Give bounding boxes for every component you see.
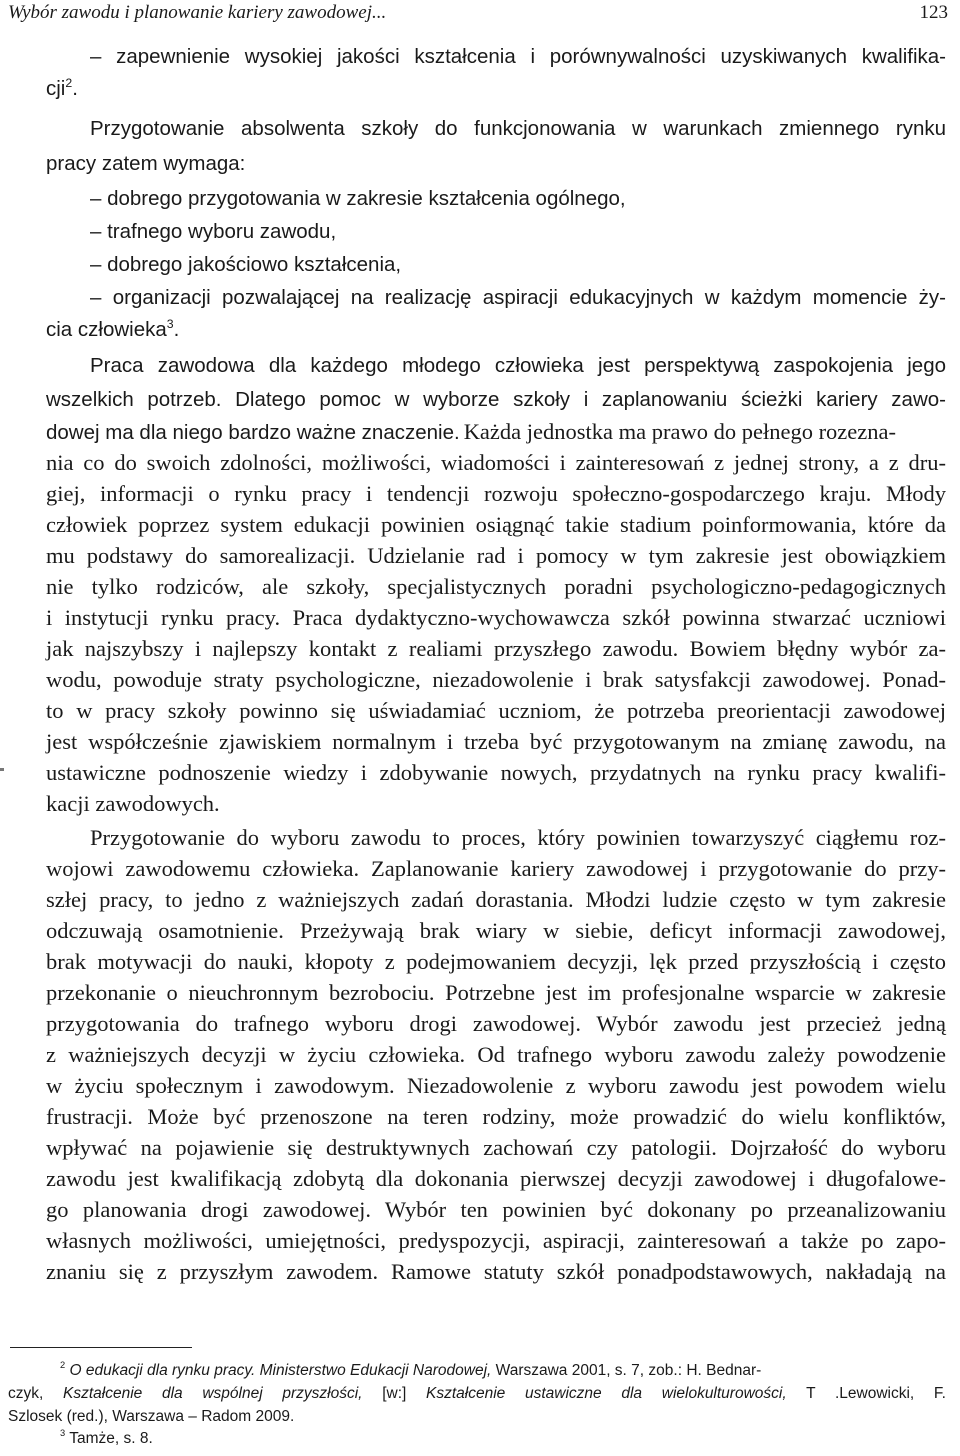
running-header — [8, 2, 948, 32]
body-line: wszelkich potrzeb. Dlatego pomoc w wyborze szkoły i zaplanowaniu ścieżki kariery zawo- — [46, 388, 946, 411]
footnote-3-text: Tamże, s. 8. — [69, 1430, 153, 1447]
page-number: 123 — [919, 2, 948, 23]
list-item: – dobrego jakościowo kształcenia, — [90, 253, 402, 276]
body-line — [46, 419, 946, 445]
body-line: brak motywacji do nauki, kłopoty z podejmowaniem decyzji, lęk przed przyszłością i często — [46, 949, 946, 974]
footnote-ref-2: 2 — [65, 75, 73, 90]
body-line: wojowi zawodowemu człowieka. Zaplanowanie kariery zawodowej i przygotowanie do przy- — [46, 856, 946, 881]
footnote-2 — [60, 1362, 946, 1380]
body-line: znaniu się z przyszłym zawodem. Ramowe statuty szkół ponadpodstawowych, nakładają na — [46, 1259, 946, 1284]
body-line: cji$^2$. — [46, 75, 78, 100]
body-line: nia co do swoich zdolności, możliwości, wiadomości i zainteresowań z jednej strony, a z dru- — [46, 450, 946, 475]
body-line: i instytucji rynku pracy. Praca dydaktyczno-wychowawcza szkół powinna stwarzać uczniowi — [46, 605, 946, 630]
footnote-2-publisher: Ministerstwo Edukacji Narodowej, — [259, 1362, 492, 1379]
body-line: własnych możliwości, umiejętności, predyspozycji, aspiracji, zainteresowań a także po zapo- — [46, 1228, 946, 1253]
list-item: – organizacji pozwalającej na realizację aspiracji edukacyjnych w każdym momencie ży- — [90, 286, 946, 309]
footnote-2-book-title: Kształcenie dla wspólnej przyszłości, — [63, 1385, 363, 1402]
body-line-sans-part: dowej ma dla niego bardzo ważne znaczenie. — [46, 421, 460, 444]
footnote-2-in: [w:] — [382, 1385, 407, 1402]
list-item: – trafnego wyboru zawodu, — [90, 220, 337, 243]
body-line: wodu, powoduje straty psychologiczne, niezadowolenie i brak satysfakcji zawodowej. Ponad- — [46, 667, 946, 692]
body-line: ustawiczne podnoszenie wiedzy i zdobywanie nowych, przydatnych na rynku pracy kwalifi- — [46, 760, 946, 785]
body-line: jest współcześnie zjawiskiem normalnym i trzeba być przygotowanym na zmianę zawodu, na — [46, 729, 946, 754]
body-line: przekonanie o nieuchronnym bezrobociu. Potrzebne jest im profesjonalne wsparcie w zakresie — [46, 980, 946, 1005]
body-line: pracy zatem wymaga: — [46, 152, 246, 175]
body-line: Praca zawodowa dla każdego młodego człowieka jest perspektywą zaspokojenia jego — [90, 354, 946, 377]
body-line: wpływać na pojawienie się destruktywnych zachowań czy patologii. Dojrzałość do wyboru — [46, 1135, 946, 1160]
footnote-separator — [10, 1347, 192, 1348]
body-line: mu podstawy do samorealizacji. Udzielanie rad i pomocy w tym zakresie jest obowiązkiem — [46, 543, 946, 568]
body-line-text: cji — [46, 77, 66, 100]
body-line: zawodu jest kwalifikacją zdobytą dla dokonania pierwszej decyzji zawodowej i długofalowe- — [46, 1166, 946, 1191]
footnote-2-mark: 2 — [60, 1360, 66, 1371]
footnote-2-line-3: Szlosek (red.), Warszawa – Radom 2009. — [8, 1408, 295, 1425]
footnote-2-volume-title: Kształcenie ustawiczne dla wielokulturowości, — [426, 1385, 787, 1402]
body-line: kacji zawodowych. — [46, 791, 220, 816]
footnote-2-editors: T .Lewowicki, F. — [806, 1385, 946, 1402]
body-line-text: cia człowieka — [46, 318, 167, 341]
body-line: frustracji. Może być przenoszone na teren rodziny, może prowadzić do wielu konfliktów, — [46, 1104, 946, 1129]
margin-mark — [0, 768, 4, 771]
footnote-ref-3: 3 — [166, 316, 174, 331]
footnote-2-title: O edukacji dla rynku pracy. — [69, 1362, 256, 1379]
body-line: odczuwają osamotnienie. Przeżywają brak wiary w siebie, deficyt informacji zawodowej, — [46, 918, 946, 943]
body-line: szłej pracy, to jedno z ważniejszych zadań dorastania. Młodzi ludzie często w tym zakresie — [46, 887, 946, 912]
body-line: go planowania drogi zawodowej. Wybór ten powinien być dokonany po przeanalizowaniu — [46, 1197, 946, 1222]
footnote-2-author: czyk, — [8, 1385, 44, 1402]
body-line: z ważniejszych decyzji w życiu człowieka. Od trafnego wyboru zawodu zależy powodzenie — [46, 1042, 946, 1067]
body-line-serif-part: Każda jednostka ma prawo do pełnego rozezna- — [463, 419, 896, 444]
body-line: w życiu społecznym i zawodowym. Niezadowolenie z wyboru zawodu jest powodem wielu — [46, 1073, 946, 1098]
body-line: cia człowieka$^3$. — [46, 316, 180, 341]
list-item: – dobrego przygotowania w zakresie kształcenia ogólnego, — [90, 187, 626, 210]
body-line: nie tylko rodziców, ale szkoły, specjalistycznych poradni psychologiczno-pedagogicznych — [46, 574, 946, 599]
footnote-3 — [60, 1430, 946, 1448]
body-line: przygotowania do trafnego wyboru drogi zawodowej. Wybór zawodu jest przecież jedną — [46, 1011, 946, 1036]
body-line: jak najszybszy i najlepszy kontakt z realiami przyszłego zawodu. Bowiem błędny wybór za- — [46, 636, 946, 661]
header-title: Wybór zawodu i planowanie kariery zawodowej... — [8, 2, 387, 23]
body-line: Przygotowanie absolwenta szkoły do funkcjonowania w warunkach zmiennego rynku — [90, 117, 946, 140]
body-line: Przygotowanie do wyboru zawodu to proces, który powinien towarzyszyć ciągłemu roz- — [90, 825, 946, 850]
footnote-3-mark: 3 — [60, 1428, 66, 1439]
body-line: – zapewnienie wysokiej jakości kształcenia i porównywalności uzyskiwanych kwalifika- — [90, 45, 946, 68]
footnote-2-rest: Warszawa 2001, s. 7, zob.: H. Bednar- — [495, 1362, 762, 1379]
body-line: człowiek poprzez system edukacji powinien osiągnąć takie stadium poinformowania, które da — [46, 512, 946, 537]
body-line: to w pracy szkoły powinno się uświadamiać uczniom, że potrzeba preorientacji zawodowej — [46, 698, 946, 723]
body-line: giej, informacji o rynku pracy i tendencji rozwoju społeczno-gospodarczego kraju. Młody — [46, 481, 946, 506]
footnote-2-line-2 — [8, 1385, 946, 1403]
